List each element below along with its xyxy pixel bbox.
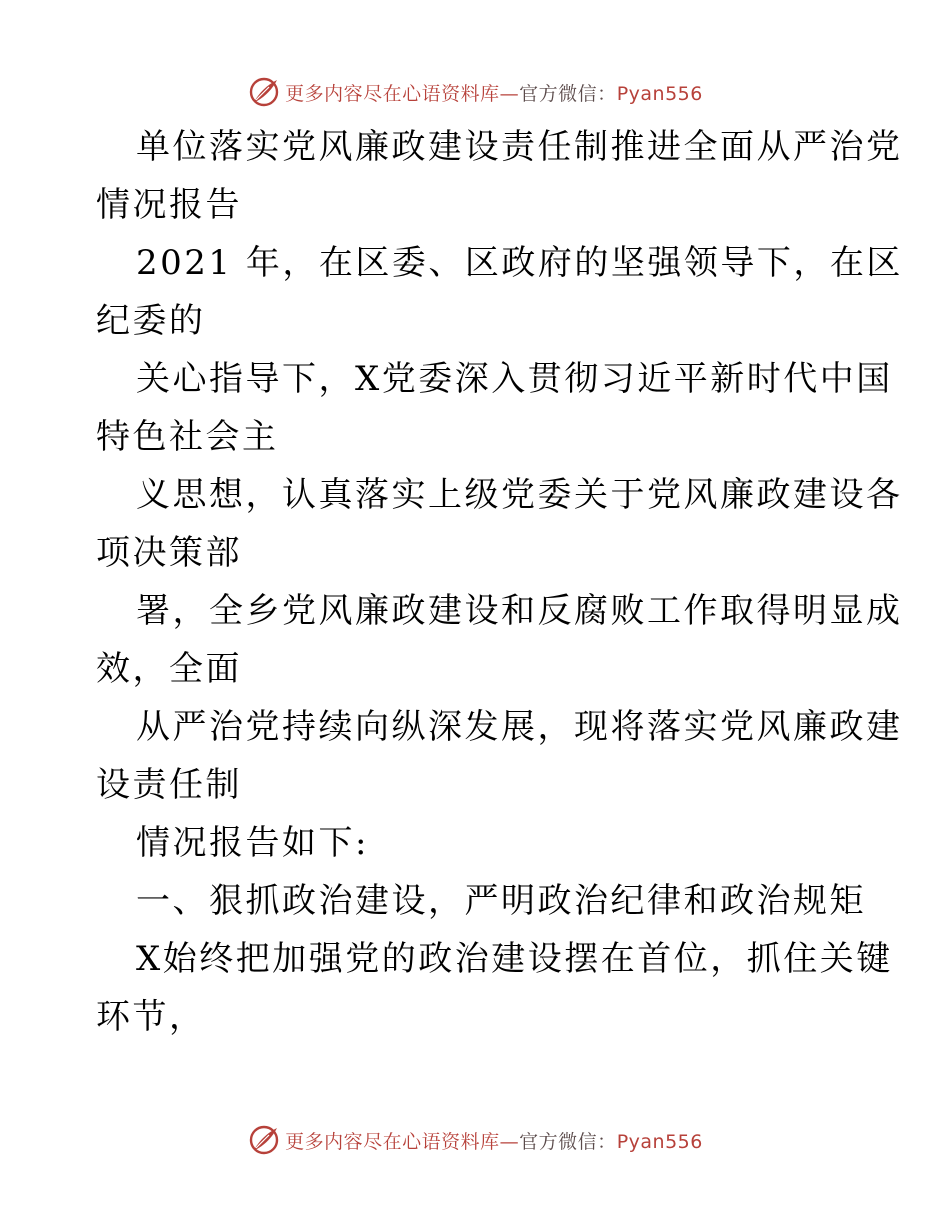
document-line: 情况报告如下:: [136, 823, 369, 863]
watermark-wechat-label: 官方微信：: [519, 1130, 617, 1153]
watermark-group: [247, 75, 703, 109]
document-line: 特色社会主: [96, 417, 279, 457]
watermark-dash: —: [499, 82, 520, 105]
footer-watermark: [0, 1120, 950, 1160]
watermark-text: [285, 1127, 703, 1154]
watermark-dash: —: [499, 1130, 520, 1153]
header-watermark: [0, 72, 950, 112]
watermark-wechat-id: Pyan556: [616, 82, 703, 105]
document-line: 关心指导下，X党委深入贯彻习近平新时代中国: [136, 359, 893, 399]
document-line: 从严治党持续向纵深发展，现将落实党风廉政建: [136, 707, 903, 747]
document-body: [96, 118, 903, 1046]
document-line: 设责任制: [96, 765, 242, 805]
document-line: 环节，: [96, 997, 206, 1037]
quill-logo-icon: [247, 75, 281, 109]
document-line: 单位落实党风廉政建设责任制推进全面从严治党: [136, 127, 903, 167]
watermark-brand: 更多内容尽在心语资料库: [285, 1130, 500, 1153]
watermark-wechat-label: 官方微信：: [519, 82, 617, 105]
document-line: 义思想，认真落实上级党委关于党风廉政建设各: [136, 475, 903, 515]
watermark-group: [247, 1123, 703, 1157]
document-line: 项决策部: [96, 533, 242, 573]
document-line: 2021 年，在区委、区政府的坚强领导下，在区: [136, 243, 903, 283]
quill-logo-icon: [247, 1123, 281, 1157]
document-line: 一、狠抓政治建设，严明政治纪律和政治规矩: [136, 881, 866, 921]
document-line: 效，全面: [96, 649, 242, 689]
document-line: 纪委的: [96, 301, 206, 341]
watermark-brand: 更多内容尽在心语资料库: [285, 82, 500, 105]
document-line: X始终把加强党的政治建设摆在首位，抓住关键: [136, 939, 893, 979]
watermark-text: [285, 79, 703, 106]
watermark-wechat-id: Pyan556: [616, 1130, 703, 1153]
document-line: 情况报告: [96, 185, 242, 225]
document-line: 署，全乡党风廉政建设和反腐败工作取得明显成: [136, 591, 903, 631]
